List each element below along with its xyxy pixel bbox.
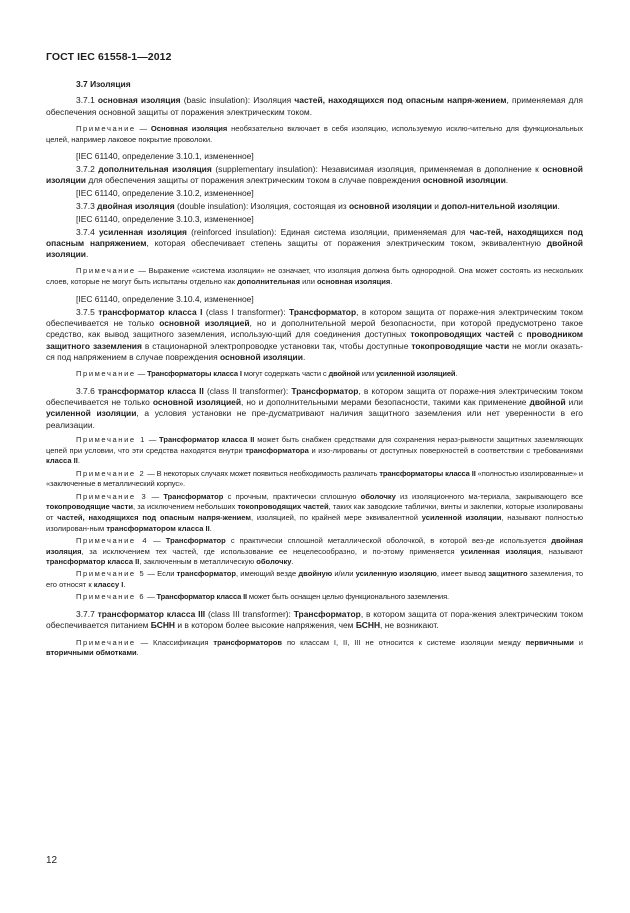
text-run: 3.7.1: [76, 95, 98, 106]
text-run: или: [300, 277, 318, 287]
bold-term: частей, находящихся под опасным напря-жением: [294, 95, 507, 106]
text-run: , имеет вывод: [436, 569, 489, 579]
bold-term: классу I: [93, 580, 124, 590]
text-run: , за исключением тех частей, где использование ее нецелесообразно, и по-этому применяется: [81, 546, 461, 556]
paragraph: [46, 294, 583, 305]
paragraph: [46, 638, 583, 659]
bold-term: дополнительная изоляция: [98, 164, 212, 175]
text-run: .: [390, 277, 393, 287]
paragraph: [46, 201, 583, 212]
text-run: , за исключением небольших: [132, 502, 238, 512]
text-run: , называют полностью изолирован-ным: [46, 512, 583, 533]
text-run: [IEC 61140, определение 3.10.4, измененное]: [76, 293, 254, 304]
text-run: — Выражение «система изоляции» не означает, что изоляция должна быть однородной. Она может состоять из нескольких слоев, которые не могут быть испытаны отдельно как: [46, 266, 583, 287]
paragraph: [46, 609, 583, 632]
text-run: [IEC 61140, определение 3.10.3, измененное]: [76, 213, 254, 224]
bold-term: токопроводящие части: [411, 340, 510, 351]
bold-term: токопроводящих частей: [410, 329, 514, 340]
text-run: .: [455, 369, 458, 379]
note-label: Примечание 6: [76, 592, 146, 602]
text-run: 3.7.3: [76, 200, 98, 211]
bold-term: двойную: [298, 569, 333, 579]
text-run: или: [565, 397, 584, 408]
paragraph: [46, 124, 583, 145]
bold-term: усиленной изоляцией: [376, 369, 456, 379]
paragraph: [46, 592, 583, 603]
bold-term: час-тей, находящихся под опасным напряжением: [46, 226, 583, 248]
text-run: (supplementary insulation): Независимая изоляция, применяемая в дополнение к: [211, 164, 543, 175]
bold-term: Трансформатор: [293, 609, 361, 620]
text-run: и: [431, 200, 442, 211]
text-run: —: [148, 535, 166, 545]
bold-term: основной изоляции: [349, 200, 432, 211]
text-run: 3.7.4: [76, 226, 99, 237]
bold-term: Трансформатор: [163, 491, 224, 501]
bold-term: Основная изоляция: [150, 123, 228, 133]
text-run: , но и дополнительными мерами безопасности, такими как применение: [241, 397, 530, 408]
text-run: (class II transformer):: [203, 385, 292, 396]
paragraph: [46, 266, 583, 287]
text-run: .: [557, 200, 560, 211]
text-run: —: [147, 491, 164, 501]
text-run: , таких как заводские таблички, винты и заклепки, которые изолированы от: [46, 502, 583, 522]
text-run: может быть снабжен средствами для сохранения нераз-рывности защитных заземляющих цепей при условии, что эти средства находятся внутри: [46, 435, 583, 455]
text-run: , в котором защита от пораже-ния электрическим током обеспечивается не только: [46, 306, 583, 328]
text-run: (double insulation): Изоляция, состоящая из: [174, 200, 350, 211]
document-header: ГОСТ IEC 61558-1—2012: [46, 51, 172, 63]
note-label: Примечание 3: [76, 491, 148, 501]
text-run: [IEC 61140, определение 3.10.1, измененное]: [76, 151, 254, 162]
bold-term: БСНН: [150, 620, 176, 631]
text-run: , называют: [540, 546, 584, 556]
paragraph: [46, 369, 583, 380]
text-run: может быть оснащен целью функционального заземления.: [246, 592, 449, 602]
text-run: с прочным, практически сплошную: [223, 491, 361, 501]
note-label: Примечание: [76, 123, 136, 133]
text-run: , в котором защита от пораже-ния электрическим током обеспечивается не только: [46, 385, 583, 408]
text-run: с: [513, 329, 527, 340]
bold-term: 3.7 Изоляция: [76, 79, 131, 89]
paragraph: [46, 469, 583, 490]
bold-term: дополнительная: [237, 277, 300, 287]
bold-term: основной изоляцией: [152, 397, 242, 408]
bold-term: Трансформатор класса II: [156, 592, 247, 602]
paragraph: [46, 307, 583, 363]
text-run: , в котором защита от пора-жения электрическим током обеспечивается питанием: [46, 609, 583, 631]
bold-term: усиленная изоляция: [98, 226, 187, 237]
bold-term: основная изоляция: [317, 277, 391, 287]
bold-term: усиленной изоляции: [421, 512, 502, 522]
bold-term: Трансформаторы класса I: [146, 369, 242, 379]
text-run: , которая обеспечивает степень защиты от поражения электрическим током, эквивалентную: [146, 237, 547, 248]
note-label: Примечание 2: [76, 468, 146, 478]
text-run: 3.7.5: [76, 306, 99, 317]
bold-term: допол-нительной изоляции: [441, 200, 558, 211]
text-run: —: [145, 592, 157, 602]
paragraph: [46, 214, 583, 225]
paragraph: [46, 188, 583, 199]
note-label: Примечание: [76, 369, 136, 379]
text-run: (class I transformer):: [202, 306, 290, 317]
text-run: 3.7.7: [76, 609, 98, 620]
bold-term: усиленную изоляцию: [355, 569, 437, 579]
paragraph: [46, 569, 583, 590]
text-run: (reinforced insulation): Единая система изоляции, применяемая для: [186, 226, 470, 237]
document-body: [46, 79, 583, 661]
bold-term: проводником защитного заземления: [46, 329, 583, 351]
bold-term: класса II: [46, 456, 78, 466]
text-run: —: [135, 369, 147, 379]
paragraph: [46, 492, 583, 535]
bold-term: трансформатор класса III: [97, 609, 206, 620]
text-run: .: [123, 580, 126, 590]
bold-term: оболочку: [360, 491, 396, 501]
bold-term: основной изоляции: [220, 351, 303, 362]
text-run: для обеспечения защиты от поражения электрическим током в случае повреждения: [85, 175, 423, 186]
bold-term: трансформатор класса II: [46, 557, 140, 567]
paragraph: [46, 536, 583, 568]
text-run: — Если: [145, 569, 177, 579]
text-run: (class III transformer):: [205, 609, 294, 620]
text-run: , не возникают.: [380, 620, 439, 631]
text-run: .: [209, 523, 212, 533]
text-run: из изоляционного ма-териала, закрывающего все: [395, 491, 583, 501]
bold-term: трансформатор класса II: [97, 385, 204, 396]
bold-term: оболочку: [256, 557, 292, 567]
note-label: Примечание 5: [76, 569, 146, 579]
bold-term: Трансформатор: [289, 306, 357, 317]
text-run: .: [85, 249, 89, 260]
note-label: Примечание: [76, 266, 136, 276]
note-label: Примечание 4: [76, 535, 149, 545]
bold-term: Трансформатор класса II: [159, 435, 255, 445]
bold-term: трансформаторы класса II: [379, 468, 476, 478]
text-run: 3.7.6: [76, 385, 98, 396]
text-run: по классам I, II, III не относится к системе изоляции между: [282, 637, 526, 647]
text-run: .: [77, 456, 80, 466]
bold-term: вторичными обмотками: [46, 648, 137, 658]
bold-term: токопроводящих частей: [237, 502, 329, 512]
text-run: .: [505, 175, 509, 186]
bold-term: трансформатором класса II: [106, 523, 210, 533]
bold-term: основной изоляции: [46, 164, 583, 186]
bold-term: усиленная изоляция: [460, 546, 541, 556]
bold-term: трансформаторов: [213, 637, 283, 647]
bold-term: БСНН: [355, 620, 381, 631]
text-run: .: [302, 351, 306, 362]
bold-term: Трансформатор: [291, 385, 359, 396]
bold-term: основная изоляция: [97, 95, 181, 106]
text-run: с практически сплошной металлической оболочкой, в которой вез-де используется: [225, 535, 552, 545]
text-run: .: [291, 557, 294, 567]
paragraph: [46, 79, 583, 90]
text-run: не могли оказать-ся под напряжением в случае повреждения: [46, 340, 583, 362]
text-run: и изо-лированы от доступных поверхностей в соответствии с требованиями: [308, 445, 583, 455]
text-run: , а условия установки не пре-дусматривают наличия защитного заземления или нет уверенности в его реализации.: [46, 408, 583, 430]
text-run: , имеющий везде: [236, 569, 299, 579]
paragraph: [46, 435, 583, 467]
bold-term: Трансформатор: [165, 535, 226, 545]
text-run: , изоляцией, по крайней мере эквивалентной: [250, 512, 422, 522]
text-run: — Классификация: [135, 637, 214, 647]
note-label: Примечание 1: [76, 435, 146, 445]
text-run: и/или: [332, 569, 356, 579]
bold-term: двойной: [529, 397, 566, 408]
text-run: —: [145, 435, 160, 445]
bold-term: токопроводящие части: [46, 502, 133, 512]
bold-term: основной изоляцией: [159, 317, 250, 328]
text-run: [IEC 61140, определение 3.10.2, измененное]: [76, 188, 254, 199]
text-run: или: [359, 369, 377, 379]
paragraph: [46, 151, 583, 162]
text-run: и: [573, 637, 584, 647]
bold-term: защитного: [488, 569, 528, 579]
text-run: —: [135, 123, 151, 133]
text-run: , но и дополнительной мерой безопасности, при которой предусмотрено такое средство, как вывод защитного заземления, использую-щий для соединения доступных: [46, 317, 583, 340]
text-run: .: [136, 648, 139, 658]
text-run: , применяемая для обеспечения основной защиты от поражения электрическим током.: [46, 95, 583, 117]
bold-term: двойная изоляция: [46, 535, 583, 556]
text-run: и в котором более высокие напряжения, чем: [175, 620, 356, 631]
bold-term: двойной: [328, 369, 360, 379]
text-run: (basic insulation): Изоляция: [180, 95, 295, 106]
bold-term: трансформатор класса I: [98, 306, 203, 317]
bold-term: основной изоляции: [422, 175, 506, 186]
paragraph: [46, 95, 583, 118]
text-run: — В некоторых случаях может появиться необходимость различать: [145, 468, 380, 478]
bold-term: двойная изоляция: [97, 200, 175, 211]
bold-term: трансформатора: [245, 445, 309, 455]
bold-term: трансформатор: [176, 569, 237, 579]
note-label: Примечание: [76, 637, 136, 647]
text-run: могут содержать части с: [241, 369, 329, 379]
text-run: 3.7.2: [76, 164, 99, 175]
bold-term: двойной изоляции: [46, 237, 583, 260]
paragraph: [46, 227, 583, 261]
page-number: 12: [46, 855, 58, 866]
text-run: «полностью изолированные» и «заключенные в металлический корпус».: [46, 468, 583, 489]
paragraph: [46, 164, 583, 187]
text-run: в стационарной электропроводке установки так, чтобы доступные: [141, 340, 412, 351]
bold-term: частей, находящихся под опасным напря-жением: [57, 512, 251, 522]
text-run: заземления, то его относят к: [46, 569, 584, 590]
bold-term: усиленной изоляции: [46, 408, 137, 419]
text-run: необязательно включает в себя изоляцию, используемую исклю-чительно для функциональных целей, например лаковое покрытие проволоки.: [46, 123, 583, 144]
text-run: , заключенным в металлическую: [139, 557, 257, 567]
paragraph: [46, 386, 583, 431]
bold-term: первичными: [525, 637, 574, 647]
